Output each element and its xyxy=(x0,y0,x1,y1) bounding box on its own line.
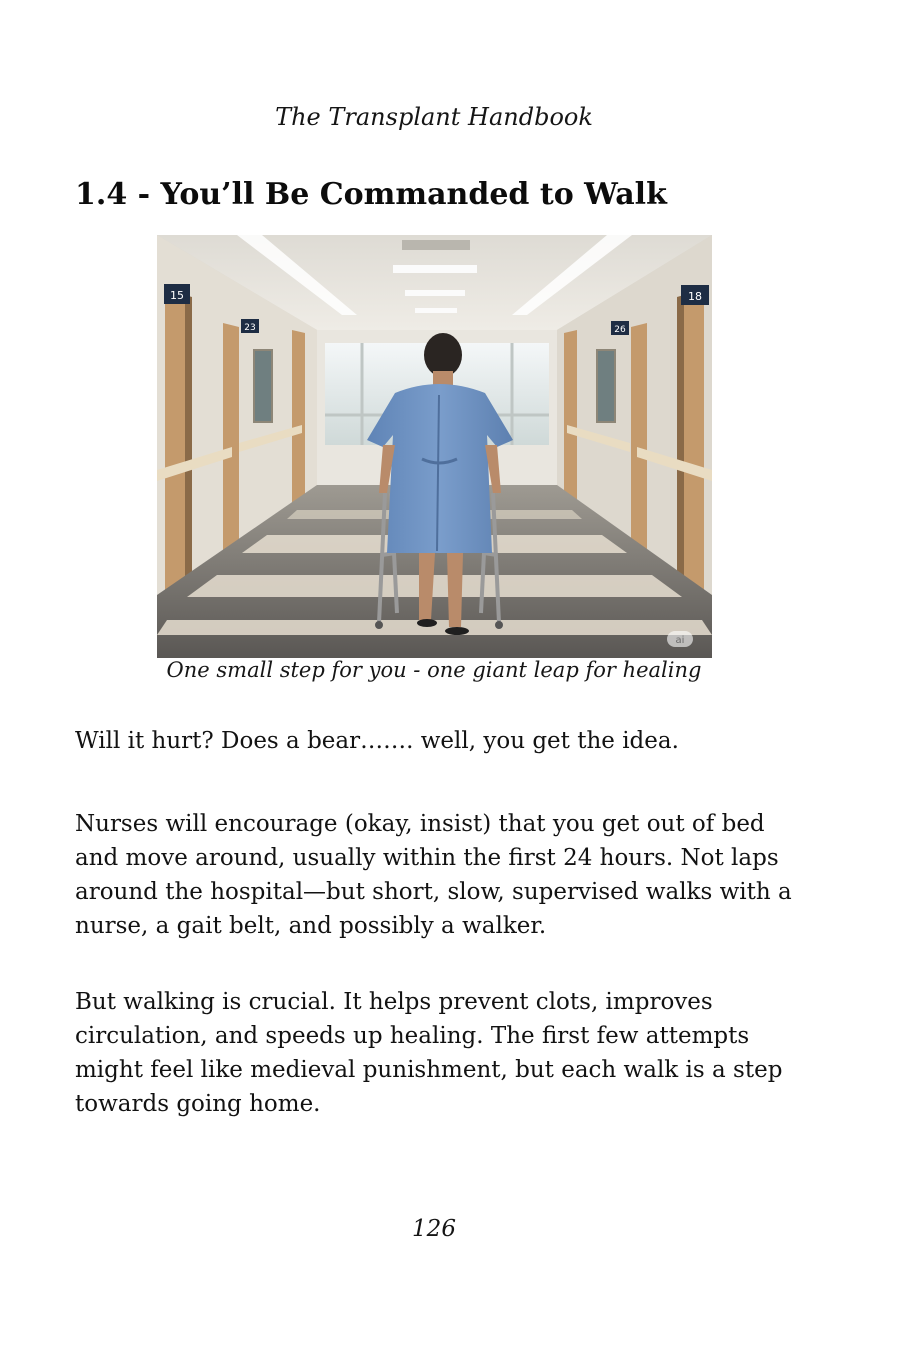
page-number: 126 xyxy=(412,1216,456,1242)
room-sign-18: 18 xyxy=(688,290,702,303)
room-sign-15: 15 xyxy=(170,289,184,302)
paragraph-3: But walking is crucial. It helps prevent clots, improves circulation, and speeds up healing. The first few attempts might feel like medieval punishment, but each walk is a step towards going home. xyxy=(75,989,783,1117)
paragraph-2: Nurses will encourage (okay, insist) that you get out of bed and move around, usually within the first 24 hours. Not laps around the hospital—but short, slow, supervised walks with a nurse, a gait belt, and possibly a walker. xyxy=(75,811,792,939)
room-sign-26: 26 xyxy=(614,325,626,335)
hospital-hallway-photo xyxy=(157,235,712,658)
figure-caption: One small step for you - one giant leap for healing xyxy=(166,658,702,682)
running-header: The Transplant Handbook xyxy=(275,103,593,131)
section-title: 1.4 - You’ll Be Commanded to Walk xyxy=(75,177,667,212)
room-sign-23: 23 xyxy=(244,323,256,333)
paragraph-1: Will it hurt? Does a bear……. well, you get the idea. xyxy=(75,728,679,754)
ai-watermark: ai xyxy=(675,635,685,646)
